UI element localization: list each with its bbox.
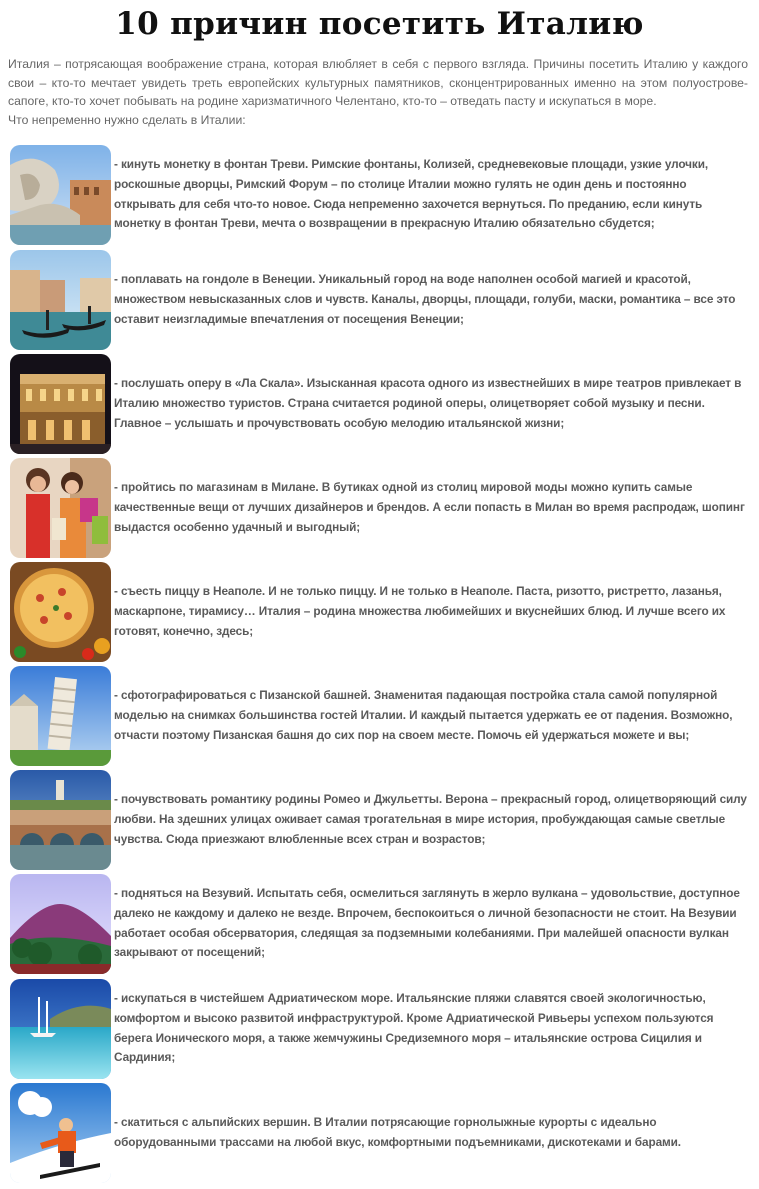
adriatic-sea-photo [10,979,111,1079]
reason-text: - подняться на Везувий. Испытать себя, осмелиться заглянуть в жерло вулкана – удовольствие, доступное далеко не каждому и далеко не везде. Впрочем, беспокоиться о личной безопасности не стоит. На Везувии работает особая обсерватория, следящая за подземными колебаниями. При малейшей опасности вулкан закрывают от посещений; [114,886,740,960]
reason-text: - съесть пиццу в Неаполе. И не только пиццу. И не только в Неаполе. Паста, ризотто, ристретто, лазанья, маскарпоне, тирамису… Италия – родина множества любимейших и вкуснейших блюд. И лучше всего их готовят, конечно, здесь; [114,584,726,638]
reason-text: - скатиться с альпийских вершин. В Италии потрясающие горнолыжные курорты с идеально оборудованными трассами на любой вкус, комфортными подъемниками, дискотеками и барами. [114,1115,681,1149]
reason-item [10,666,750,766]
vesuvius-photo [10,874,111,974]
reason-item [10,770,750,870]
reason-text: - сфотографироваться с Пизанской башней. Знаменитая падающая постройка стала самой популярной моделью на снимках большинства гостей Италии. И каждый пытается удержать ее от падения. Возможно, отчасти поэтому Пизанская башня до сих пор на своем месте. Помочь ей удержаться можете и вы; [114,688,733,742]
intro [8,55,748,129]
reason-item [10,562,750,662]
intro-paragraph: Италия – потрясающая воображение страна, которая влюбляет в себя с первого взгляда. Причины посетить Италию у каждого свои – кто-то мечтает увидеть треть европейских культурных памятников, сконцентрированных именно на этом полуострове-сапоге, кто-то хочет побывать на родине харизматичного Челентано, кто-то – отведать пасту и искупаться в море. [8,57,748,108]
alps-skier-photo [10,1083,111,1183]
reason-item [10,145,750,245]
reason-item [10,1083,750,1183]
intro-lead: Что непременно нужно сделать в Италии: [8,112,246,127]
venice-gondola-photo [10,250,111,350]
reason-item [10,979,750,1079]
verona-bridge-photo [10,770,111,870]
reason-text: - почувствовать романтику родины Ромео и Джульетты. Верона – прекрасный город, олицетворяющий силу любви. На здешних улицах оживает самая трогательная в мире история, пробуждающая самые светлые чувства. Сюда приезжают влюбленные всех стран и возрастов; [114,792,747,846]
trevi-fountain-photo [10,145,111,245]
reason-text: - послушать оперу в «Ла Скала». Изысканная красота одного из известнейших в мире театров привлекает в Италию множество туристов. Страна считается родиной оперы, олицетворяет собой музыку и песни. Главное – услышать и прочувствовать особую мелодию итальянской жизни; [114,376,742,430]
reason-text: - искупаться в чистейшем Адриатическом море. Итальянские пляжи славятся своей экологичностью, комфортом и высоко развитой инфраструктурой. Кроме Адриатической Ривьеры успехом пользуются берега Ионического моря, а также жемчужины Средиземного моря – итальянские острова Сицилия и Сардиния; [114,991,714,1065]
reason-item [10,354,750,454]
reason-item [10,458,750,558]
reason-text: - поплавать на гондоле в Венеции. Уникальный город на воде наполнен особой магией и красотой, множеством невысказанных слов и чувств. Каналы, дворцы, площади, голуби, маски, романтика – все это оставит неизгладимые впечатления от посещения Венеции; [114,272,736,326]
reason-text: - пройтись по магазинам в Милане. В бутиках одной из столиц мировой моды можно купить самые качественные вещи от лучших дизайнеров и брендов. А если попасть в Милан во время распродаж, шопинг выдастся особенно удачный и выгодный; [114,480,745,534]
reason-item [10,250,750,350]
reason-text: - кинуть монетку в фонтан Треви. Римские фонтаны, Колизей, средневековые площади, узкие улочки, роскошные дворцы, Римский Форум – по столице Италии можно гулять не один день и постоянно открывать для себя что-то новое. Сюда непременно захочется вернуться. По преданию, если кинуть монетку в фонтан Треви, мечта о возвращении в прекрасную Италию обязательно сбудется; [114,157,709,231]
pisa-tower-photo [10,666,111,766]
la-scala-photo [10,354,111,454]
page-title: 10 причин посетить Италию [115,6,644,42]
reason-item [10,874,750,974]
pizza-photo [10,562,111,662]
milan-shopping-photo [10,458,111,558]
